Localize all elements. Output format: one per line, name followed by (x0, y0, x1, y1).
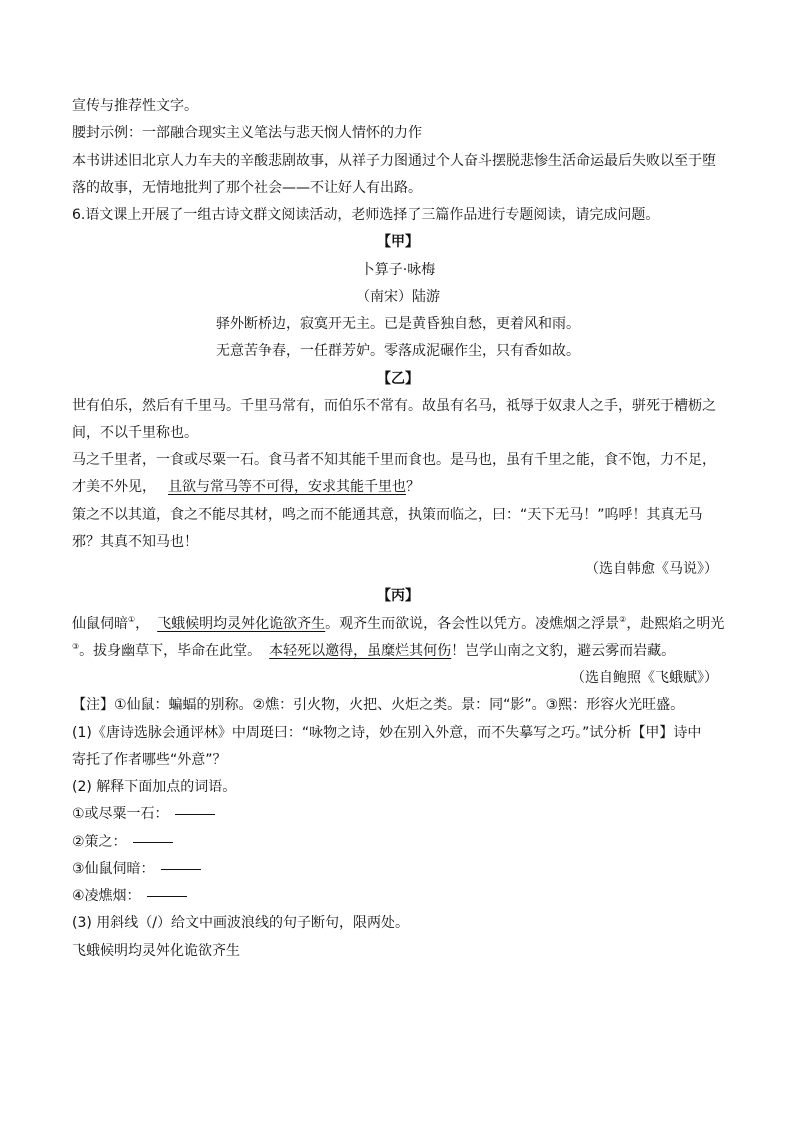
text-line: 世有伯乐，然后有千里马。千里马常有，而伯乐不常有。故虽有名马，祗辱于奴隶人之手，骈死于槽枥之 (72, 398, 716, 414)
text-segment: 仙鼠伺暗 (72, 616, 128, 632)
source-citation: （选自韩愈《马说》） (585, 561, 718, 577)
text-line: 邪？其真不知马也！ (72, 534, 198, 550)
item-label: ③仙鼠伺暗： (72, 861, 155, 877)
question-2-item (72, 804, 724, 824)
question-1: (1)《唐诗选脉会通评林》中周珽曰：“咏物之诗，妙在别入外意，而不失摹写之巧。”试分析【甲】诗中 (72, 725, 702, 741)
text-segment: 才美不外见， (72, 479, 156, 495)
poem-author: （南宋）陆游 (356, 289, 440, 305)
question-3: (3) 用斜线（/）给文中画波浪线的句子断句，限两处。 (72, 915, 409, 931)
question-2-item (72, 859, 724, 879)
text-line (72, 477, 724, 497)
intro-line: 本书讲述旧北京人力车夫的辛酸悲剧故事，从祥子力图通过个人奋斗摆脱悲惨生活命运最后失败以至于堕 (72, 153, 716, 169)
annotation-note: 【注】①仙鼠：蝙蝠的别称。②燋：引火物，火把、火炬之类。景：同“影”。③熙：形容火光旺盛。 (72, 697, 685, 713)
poem-line: 无意苦争春，一任群芳妒。零落成泥碾作尘，只有香如故。 (216, 343, 580, 359)
source-citation: （选自鲍照《飞蛾赋》） (571, 670, 718, 686)
intro-line: 宣传与推荐性文字。 (72, 98, 198, 114)
text-line (72, 614, 724, 634)
text-segment: 。拔身幽草下，毕命在此堂。 (79, 643, 262, 659)
text-line (72, 641, 724, 661)
question-2: (2) 解释下面加点的词语。 (72, 779, 237, 795)
intro-line: 落的故事，无情地批判了那个社会——不让好人有出路。 (72, 180, 422, 196)
underlined-sentence: 本轻死以邀得，虽糜烂其何伤 (269, 643, 452, 659)
answer-blank[interactable] (175, 814, 215, 815)
section-marker-yi: 【乙】 (377, 371, 419, 387)
item-label: ①或尽粟一石： (72, 806, 169, 822)
section-marker-bing: 【丙】 (377, 588, 419, 604)
belt-example: 腰封示例：一部融合现实主义笔法与悲天悯人情怀的力作 (72, 125, 422, 141)
text-segment: ！岂学山南之文豹，避云雾而岩藏。 (451, 643, 676, 659)
text-line: 马之千里者，一食或尽粟一石。食马者不知其能千里而食也。是马也，虽有千里之能，食不饱，力不足， (72, 452, 716, 468)
poem-line: 驿外断桥边，寂寞开无主。已是黄昏独自愁，更着风和雨。 (216, 316, 580, 332)
question-2-item (72, 832, 724, 852)
footnote-ref: ② (619, 615, 627, 624)
text-segment: ，赴熙焰之明光 (626, 616, 725, 632)
underlined-sentence: 且欲与常马等不可得，安求其能千里也 (168, 479, 406, 495)
footnote-ref: ③ (72, 642, 80, 651)
answer-blank[interactable] (147, 896, 187, 897)
answer-blank[interactable] (161, 869, 201, 870)
text-segment: ？ (406, 479, 420, 495)
question-6: 6.语文课上开展了一组古诗文群文阅读活动，老师选择了三篇作品进行专题阅读，请完成问题。 (72, 207, 660, 223)
text-line: 策之不以其道，食之不能尽其材，鸣之而不能通其意，执策而临之，曰：“天下无马！”呜呼！其真无马 (72, 507, 703, 523)
question-1: 寄托了作者哪些“外意”？ (72, 752, 227, 768)
wavy-underlined-sentence: 飞蛾候明均灵舛化诡欲齐生 (157, 616, 326, 632)
question-3-sentence: 飞蛾候明均灵舛化诡欲齐生 (72, 943, 240, 959)
poem-title: 卜算子·咏梅 (360, 262, 436, 278)
answer-blank[interactable] (133, 842, 173, 843)
text-line: 间，不以千里称也。 (72, 425, 198, 441)
footnote-ref: ① (128, 615, 136, 624)
question-2-item (72, 886, 724, 906)
item-label: ②策之： (72, 834, 127, 850)
item-label: ④凌燋烟： (72, 888, 141, 904)
section-marker-jia: 【甲】 (377, 234, 419, 250)
text-segment: 。观齐生而欲说，各会性以凭方。凌燋烟之浮景 (325, 616, 620, 632)
text-segment: ， (135, 616, 150, 632)
